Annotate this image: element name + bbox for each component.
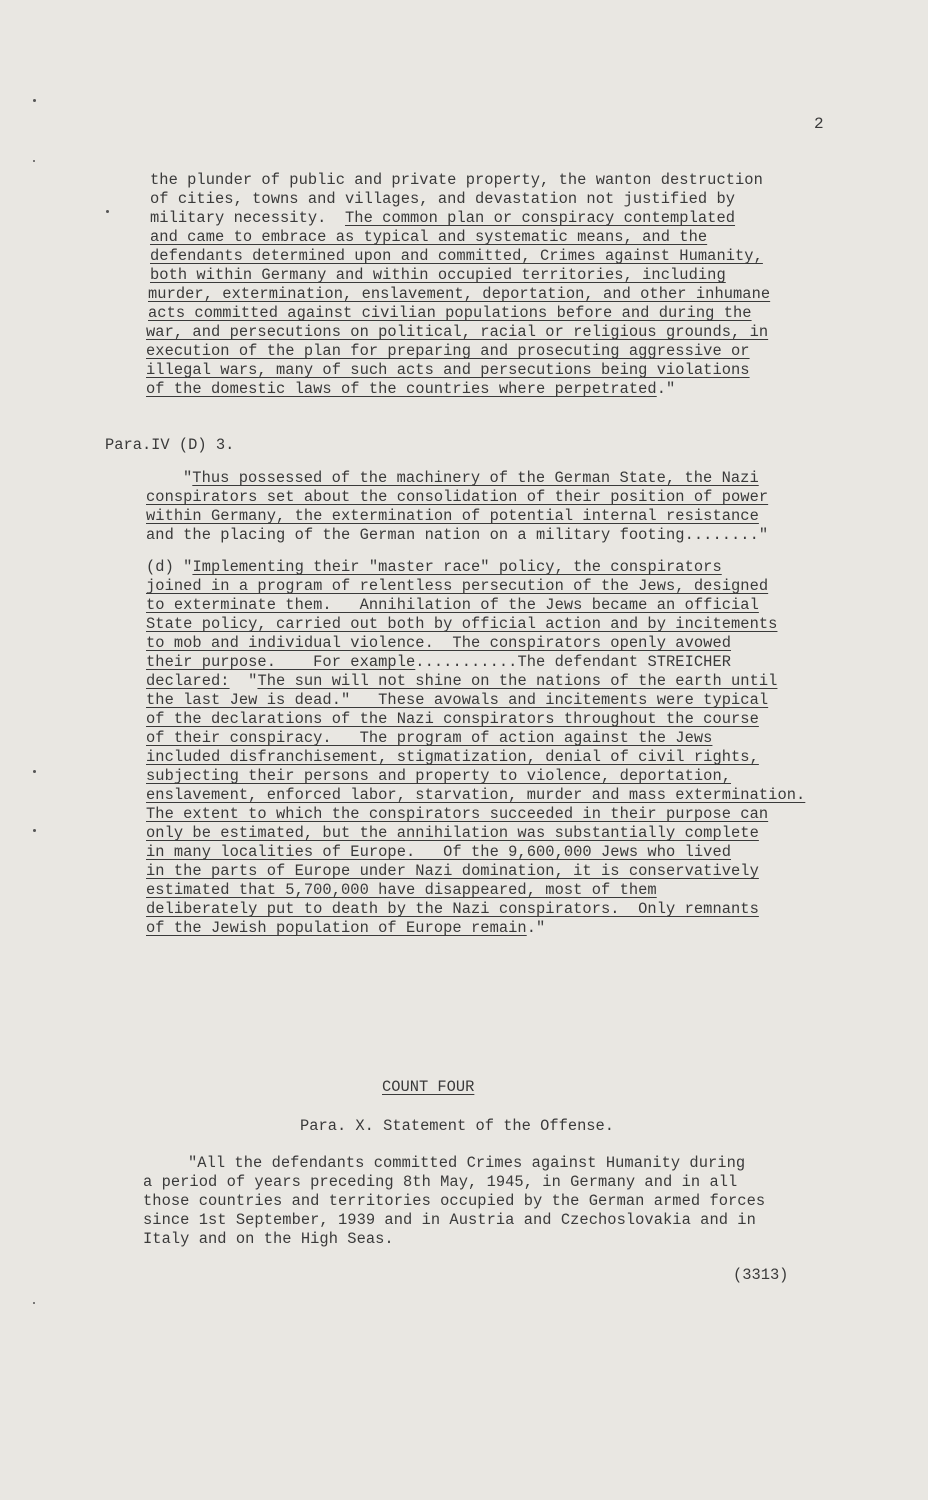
text-line: to exterminate them. Annihilation of the Jews became an official [146,596,759,614]
text-line: and the placing of the German nation on a military footing........" [146,526,769,544]
text-line: included disfranchisement, stigmatization, denial of civil rights, [146,748,759,766]
text-line: murder, extermination, enslavement, deportation, and other inhumane [148,285,771,303]
text-line: in the parts of Europe under Nazi domination, it is conservatively [146,862,759,880]
text-line: and came to embrace as typical and systematic means, and the [150,228,708,246]
text-line: joined in a program of relentless persecution of the Jews, designed [146,577,769,595]
text-line: of the declarations of the Nazi conspirators throughout the course [146,710,759,728]
text-line: estimated that 5,700,000 have disappeared, most of them [146,881,657,899]
margin-speck [33,770,36,773]
text-line: (d) "Implementing their "master race" policy, the conspirators [146,558,722,576]
text-line: the last Jew is dead." These avowals and incitements were typical [146,691,769,709]
text-line: acts committed against civilian populations before and during the [148,304,752,322]
text-line: in many localities of Europe. Of the 9,600,000 Jews who lived [146,843,732,861]
text-line: of the domestic laws of the countries where perpetrated." [146,380,676,398]
text-line: to mob and individual violence. The conspirators openly avowed [146,634,732,652]
text-line: since 1st September, 1939 and in Austria and Czechoslovakia and in [143,1211,756,1229]
text-line: war, and persecutions on political, racial or religious grounds, in [146,323,769,341]
count-heading: COUNT FOUR [382,1078,475,1096]
page-number: 2 [814,115,824,133]
margin-speck [33,829,36,832]
margin-speck [106,210,109,213]
text-line: enslavement, enforced labor, starvation, murder and mass extermination. [146,786,806,804]
text-line: The extent to which the conspirators succeeded in their purpose can [146,805,769,823]
text-line: "Thus possessed of the machinery of the German State, the Nazi [183,469,759,487]
margin-speck [33,1302,35,1304]
text-line: defendants determined upon and committed, Crimes against Humanity, [150,247,763,265]
text-line: of the Jewish population of Europe remain." [146,919,546,937]
text-line: their purpose. For example...........The defendant STREICHER [146,653,732,671]
text-line: those countries and territories occupied by the German armed forces [143,1192,766,1210]
text-line: illegal wars, many of such acts and persecutions being violations [146,361,750,379]
footer-number: (3313) [733,1266,789,1284]
text-line: declared: "The sun will not shine on the nations of the earth until [146,672,778,690]
text-line: execution of the plan for preparing and prosecuting aggressive or [146,342,750,360]
para-heading: Para.IV (D) 3. [105,436,235,454]
text-line: only be estimated, but the annihilation was substantially complete [146,824,759,842]
text-line: of cities, towns and villages, and devastation not justified by [150,190,736,208]
text-line: subjecting their persons and property to violence, deportation, [146,767,732,785]
text-line: "All the defendants committed Crimes against Humanity during [188,1154,746,1172]
text-line: the plunder of public and private property, the wanton destruction [150,171,763,189]
text-line: deliberately put to death by the Nazi conspirators. Only remnants [146,900,759,918]
text-line: both within Germany and within occupied territories, including [150,266,726,284]
text-line: conspirators set about the consolidation of their position of power [146,488,769,506]
margin-speck [33,160,35,162]
text-line: military necessity. The common plan or conspiracy contemplated [150,209,736,227]
text-line: of their conspiracy. The program of action against the Jews [146,729,713,747]
text-line: a period of years preceding 8th May, 1945, in Germany and in all [143,1173,738,1191]
text-line: Italy and on the High Seas. [143,1230,394,1248]
text-line: State policy, carried out both by official action and by incitements [146,615,778,633]
margin-speck [33,99,36,102]
statement-heading: Para. X. Statement of the Offense. [300,1117,615,1135]
text-line: within Germany, the extermination of potential internal resistance [146,507,759,525]
